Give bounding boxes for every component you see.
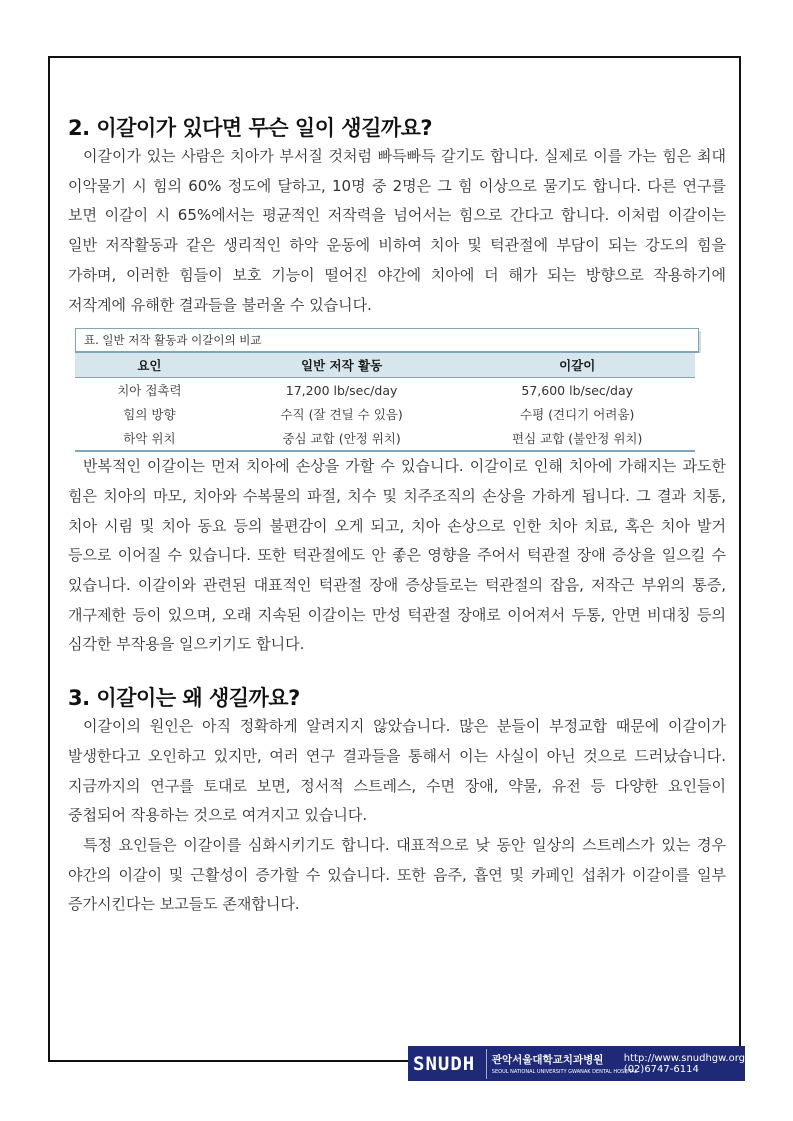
table-cell: 수평 (견디기 어려움) xyxy=(520,407,635,423)
table-header-cell: 일반 저작 활동 xyxy=(224,353,460,378)
hospital-phone: (02)6747-6114 xyxy=(623,1063,699,1075)
table-cell: 힘의 방향 xyxy=(123,407,176,423)
document-body xyxy=(68,100,726,920)
snudh-logo: SNUDH xyxy=(413,1052,476,1075)
hospital-name-english: SEOUL NATIONAL UNIVERSITY GWANAK DENTAL HOSPITAL xyxy=(491,1069,638,1075)
section-3-title: 3. 이갈이는 왜 생길까요? xyxy=(68,686,300,711)
table-cell: 중심 교합 (안정 위치) xyxy=(224,426,460,451)
section-2-title: 2. 이갈이가 있다면 무슨 일이 생길까요? xyxy=(68,116,433,140)
hospital-footer-banner xyxy=(408,1046,745,1081)
comparison-table xyxy=(75,353,695,452)
table-row xyxy=(75,378,695,403)
table-header-row xyxy=(75,353,695,378)
hospital-name-block xyxy=(486,1049,638,1079)
table-cell: 편심 교합 (불안정 위치) xyxy=(459,426,695,451)
section-3-paragraph-1: 이갈이의 원인은 아직 정확하게 알려지지 않았습니다. 많은 분들이 부정교합 때문에 이갈이가 발생한다고 오인하고 있지만, 여러 연구 결과들을 통해서 이는 사실이 아닌 것으로 드러났습니다. 지금까지의 연구를 토대로 보면, 정서적 스트레스, 수면 장애, 약물, 유전 등 다양한 요인들이 중첩되어 작용하는 것으로 여겨지고 있습니다. xyxy=(68,717,726,825)
section-2-paragraph-1: 이갈이가 있는 사람은 치아가 부서질 것처럼 빠득빠득 갈기도 합니다. 실제로 이를 가는 힘은 최대 이악물기 시 힘의 60% 정도에 달하고, 10명 중 2명은 그 힘 이상으로 물기도 합니다. 다른 연구를 보면 이갈이 시 65%에서는 평균적인 저작력을 넘어서는 힘으로 간다고 합니다. 이처럼 이갈이는 일반 저작활동과 같은 생리적인 하악 운동에 비하여 치아 및 턱관절에 부담이 되는 강도의 힘을 가하며, 이러한 힘들이 보호 기능이 떨어진 야간에 치아에 더 해가 되는 방향으로 작용하기에 저작계에 유해한 결과들을 불러올 수 있습니다. xyxy=(68,147,726,314)
table-cell: 17,200 lb/sec/day xyxy=(285,382,398,398)
table-cell: 57,600 lb/sec/day xyxy=(521,382,633,398)
contact-block xyxy=(620,1053,745,1075)
table-cell: 수직 (잘 견딜 수 있음) xyxy=(280,407,403,423)
section-3-paragraph-2: 특정 요인들은 이갈이를 심화시키기도 합니다. 대표적으로 낮 동안 일상의 스트레스가 있는 경우 야간의 이갈이 및 근활성이 증가할 수 있습니다. 또한 음주, 흡연 및 카페인 섭취가 이갈이를 일부 증가시킨다는 보고들도 존재합니다. xyxy=(68,835,726,914)
comparison-table-block xyxy=(75,328,699,452)
table-row xyxy=(75,402,695,426)
table-cell: 치아 접촉력 xyxy=(117,383,182,399)
table-caption: 표. 일반 저작 활동과 이갈이의 비교 xyxy=(75,328,699,353)
table-header-cell: 이갈이 xyxy=(459,353,695,378)
table-cell: 하악 위치 xyxy=(75,426,224,451)
section-2-paragraph-2: 반복적인 이갈이는 먼저 치아에 손상을 가할 수 있습니다. 이갈이로 인해 치아에 가해지는 과도한 힘은 치아의 마모, 치아와 수복물의 파절, 치수 및 치주조직의 손상을 가하게 됩니다. 그 결과 치통, 치아 시림 및 치아 동요 등의 불편감이 오게 되고, 치아 손상으로 인한 치아 치료, 혹은 치아 발거 등으로 이어질 수 있습니다. 또한 턱관절에도 안 좋은 영향을 주어서 턱관절 장애 증상을 일으킬 수 있습니다. 이갈이와 관련된 대표적인 턱관절 장애 증상들로는 턱관절의 잡음, 저작근 부위의 통증, 개구제한 등이 있으며, 오래 지속된 이갈이는 만성 턱관절 장애로 이어져서 두통, 안면 비대칭 등의 심각한 부작용을 일으키기도 합니다. xyxy=(68,457,726,654)
hospital-name-korean: 관악서울대학교치과병원 xyxy=(491,1054,604,1066)
hospital-url[interactable]: http://www.snudhgw.org xyxy=(623,1052,745,1064)
table-header-cell: 요인 xyxy=(75,353,224,378)
table-row xyxy=(75,426,695,451)
